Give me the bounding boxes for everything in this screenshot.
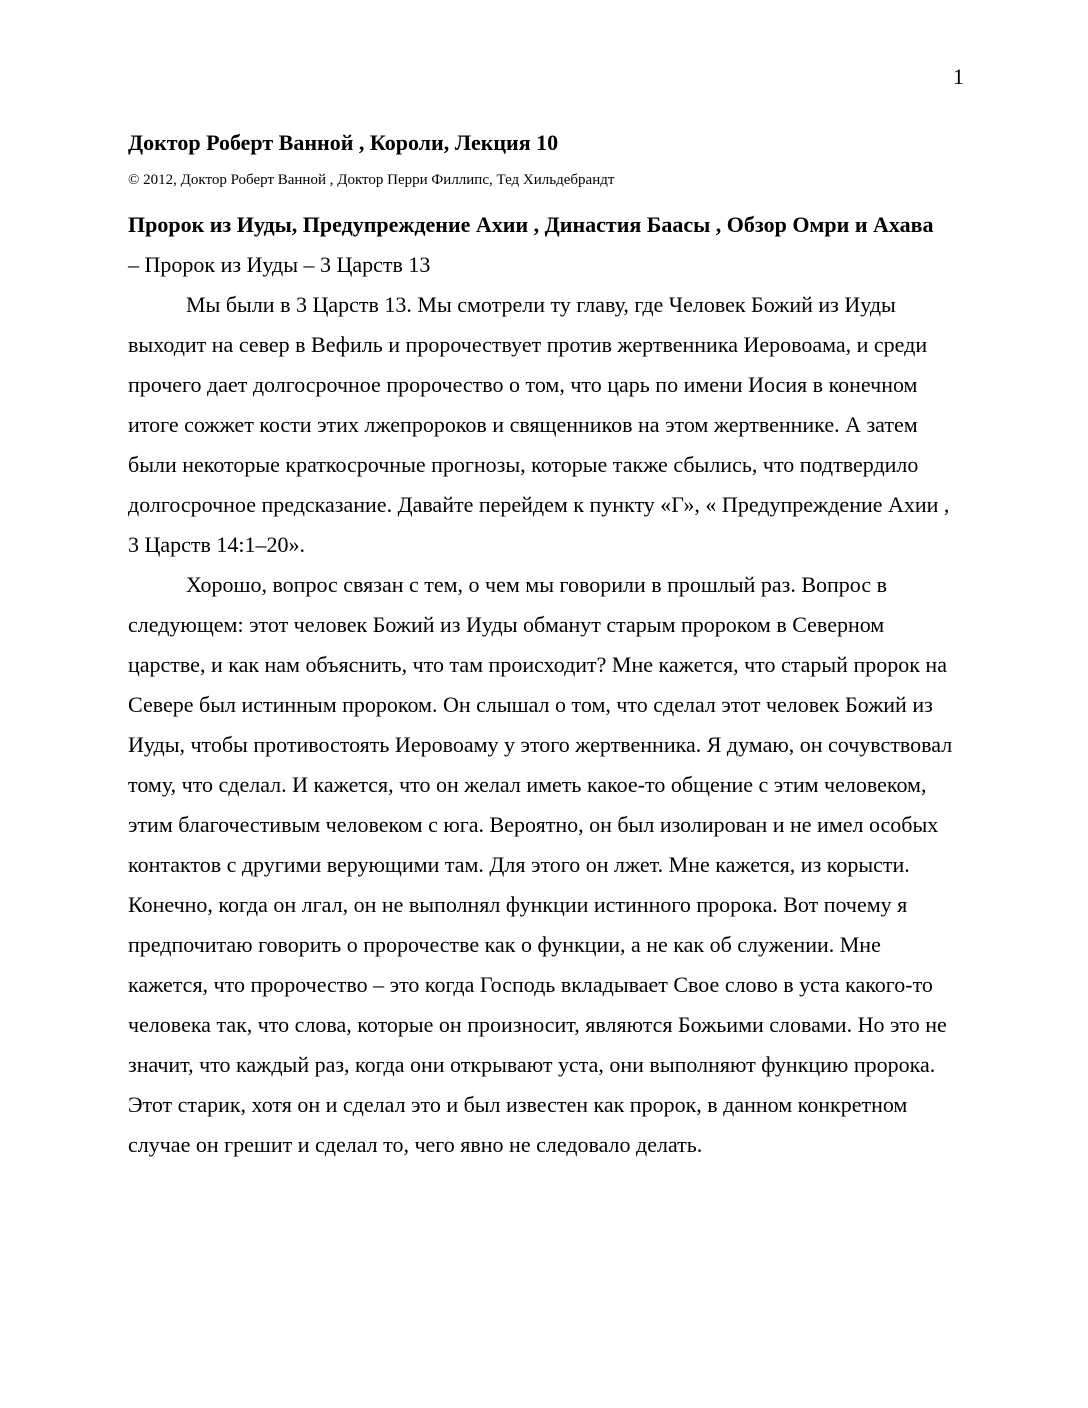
document-title: Доктор Роберт Ванной , Короли, Лекция 10 xyxy=(128,130,559,155)
copyright-line: © 2012, Доктор Роберт Ванной , Доктор Перри Филлипс, Тед Хильдебрандт xyxy=(128,172,615,188)
paragraph-2: Хорошо, вопрос связан с тем, о чем мы говорили в прошлый раз. Вопрос в следующем: этот человек Божий из Иуды обманут старым пророком в Северном царстве, и как нам объяснить, что там происходит? Мне кажется, что старый пророк на Севере был истинным пророком. Он слышал о том, что сделал этот человек Божий из Иуды, чтобы противостоять Иеровоаму у этого жертвенника. Я думаю, он сочувствовал тому, что сделал. И кажется, что он желал иметь какое-то общение с этим человеком, этим благочестивым человеком с юга. Вероятно, он был изолирован и не имел особых контактов с другими верующими там. Для этого он лжет. Мне кажется, из корысти. Конечно, когда он лгал, он не выполнял функции истинного пророка. Вот почему я предпочитаю говорить о пророчестве как о функции, а не как об служении. Мне кажется, что пророчество – это когда Господь вкладывает Свое слово в уста какого-то человека так, что слова, которые он произносит, являются Божьими словами. Но это не значит, что каждый раз, когда они открывают уста, они выполняют функцию пророка. Этот старик, хотя он и сделал это и был известен как пророк, в данном конкретном случае он грешит и сделал то, чего явно не следовало делать. xyxy=(128,572,953,1157)
section-subheading: – Пророк из Иуды – 3 Царств 13 xyxy=(128,252,431,277)
paragraph-1: Мы были в 3 Царств 13. Мы смотрели ту главу, где Человек Божий из Иуды выходит на север в Вефиль и пророчествует против жертвенника Иеровоама, и среди прочего дает долгосрочное пророчество о том, что царь по имени Иосия в конечном итоге сожжет кости этих лжепророков и священников на этом жертвеннике. А затем были некоторые краткосрочные прогнозы, которые также сбылись, что подтвердило долгосрочное предсказание. Давайте перейдем к пункту «Г», « Предупреждение Ахии , 3 Царств 14:1–20». xyxy=(128,292,950,557)
document-body xyxy=(128,126,960,1165)
lecture-heading: Пророк из Иуды, Предупреждение Ахии , Династия Баасы , Обзор Омри и Ахава xyxy=(128,212,934,237)
page-number: 1 xyxy=(953,64,964,89)
